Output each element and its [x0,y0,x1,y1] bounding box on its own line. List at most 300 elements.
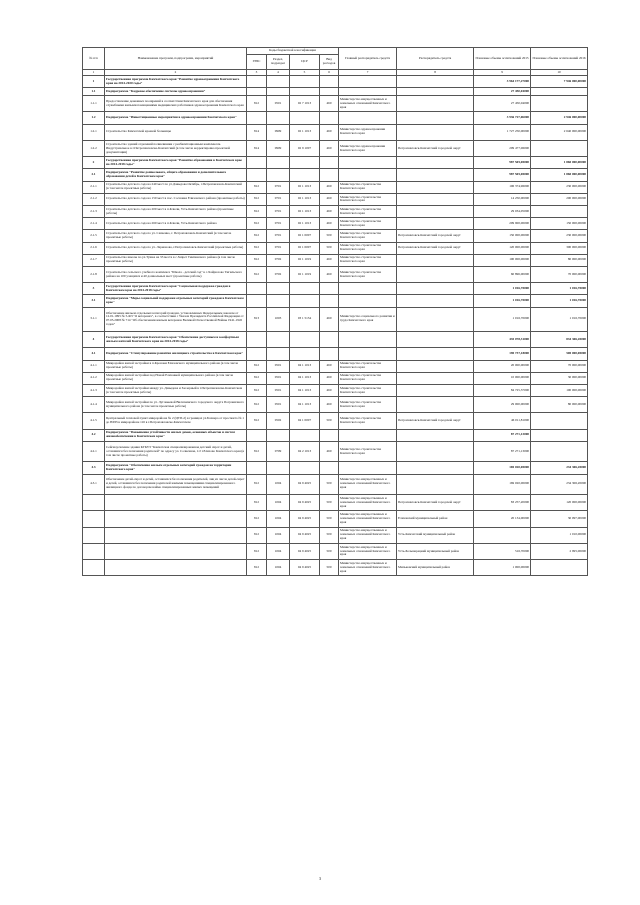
row-main-manager: Министерство строительства Камчатского края [339,372,397,384]
header-2016: Плановые объемы ассигнований 2016 [531,48,588,70]
row-grbs [247,332,267,348]
row-amount-2015: 209 477,06000 [474,140,531,156]
row-grbs [247,295,267,307]
row-num: 2.1.3 [83,206,105,218]
row-csr: 02 9 1007 [290,140,320,156]
row-grbs: 812 [247,474,267,494]
row-main-manager: Министерство имущественных и земельных отношений Камчатского края [339,96,397,112]
row-recipient [397,218,474,230]
row-recipient: Мильковский муниципальный район [397,560,474,576]
row-amount-2016 [531,88,588,96]
row-main-manager: Министерство строительства Камчатского края [339,242,397,254]
table-row [83,218,588,230]
row-num: 4.1.3 [83,384,105,396]
row-csr: 02 7 1013 [290,96,320,112]
row-num: 2.1.4 [83,218,105,230]
row-amount-2015: 20 134,00000 [474,511,531,527]
row-main-manager [339,169,397,181]
row-num: 1.1 [83,88,105,96]
row-csr [290,157,320,169]
row-num: 2.1.2 [83,193,105,205]
row-csr: 03 1 5134 [290,307,320,332]
row-csr: 04 1 1013 [290,397,320,413]
row-num: 1.1.1 [83,96,105,112]
row-amount-2016 [531,441,588,461]
row-num: 2.1.1 [83,181,105,193]
row-vr [320,348,339,360]
row-razdel: 0701 [267,181,290,193]
header-codes-group: Коды бюджетной классификации [247,48,339,55]
row-recipient [397,96,474,112]
table-row [83,413,588,429]
row-vr [320,75,339,87]
row-amount-2015: 169 020,00000 [474,474,531,494]
row-grbs: 812 [247,360,267,372]
row-amount-2016: 1 860 000,00000 [531,169,588,181]
row-vr [320,462,339,474]
row-num: 3 [83,283,105,295]
row-amount-2016: 30 000,00000 [531,372,588,384]
section-row [83,283,588,295]
row-name: Подпрограмма "Кадровое обеспечение системы здравоохранения" [105,88,247,96]
row-vr: 500 [320,230,339,242]
row-recipient: Петропавловск-Камчатский городской округ [397,140,474,156]
row-razdel: 0502 [267,413,290,429]
row-main-manager: Министерство социального развития и труда Камчатского края [339,307,397,332]
section-row [83,348,588,360]
row-num [83,527,105,543]
row-csr: 02 1 1013 [290,218,320,230]
row-main-manager [339,88,397,96]
row-razdel [267,295,290,307]
row-num: 4.2.1 [83,441,105,461]
row-amount-2015: 1 727 250,00000 [474,124,531,140]
section-row [83,88,588,96]
row-csr: 04 9 4025 [290,474,320,494]
row-recipient [397,157,474,169]
row-num [83,543,105,559]
column-index-cell: 8 [397,70,474,76]
row-main-manager: Министерство строительства Камчатского края [339,193,397,205]
row-csr [290,295,320,307]
row-csr [290,429,320,441]
row-grbs [247,157,267,169]
row-name [105,494,247,510]
row-amount-2015: 209 900,00000 [474,218,531,230]
row-grbs [247,462,267,474]
row-vr [320,295,339,307]
row-recipient: Петропавловск-Камчатский городской округ [397,230,474,242]
table-row [83,96,588,112]
row-amount-2015: 435 078,31000 [474,332,531,348]
row-amount-2016: 1 016,70000 [531,283,588,295]
table-row [83,181,588,193]
row-amount-2016: 120 000,00000 [531,494,588,510]
row-amount-2015: 987 505,00000 [474,157,531,169]
row-recipient [397,75,474,87]
row-amount-2015: 14 250,00000 [474,193,531,205]
row-amount-2015: 3 964 177,27000 [474,75,531,87]
row-razdel: 1003 [267,307,290,332]
row-main-manager [339,462,397,474]
section-row [83,157,588,169]
row-vr [320,332,339,348]
row-razdel: 0501 [267,372,290,384]
row-vr: 460 [320,397,339,413]
row-grbs [247,169,267,181]
row-recipient [397,112,474,124]
row-recipient [397,462,474,474]
row-grbs: 812 [247,372,267,384]
row-grbs: 812 [247,242,267,254]
column-index-cell: 6 [320,70,339,76]
row-amount-2015: 120 000,00000 [474,242,531,254]
row-razdel: 0702 [267,254,290,266]
table-row [83,397,588,413]
row-recipient [397,372,474,384]
row-razdel [267,429,290,441]
row-name: Подпрограмма "Развитие дошкольного, общего образования и дополнительного образования детей в Камчатском крае" [105,169,247,181]
row-main-manager [339,157,397,169]
row-main-manager: Министерство имущественных и земельных отношений Камчатского края [339,511,397,527]
table-row [83,384,588,396]
row-amount-2015: 27 450,04000 [474,96,531,112]
row-amount-2015: 987 505,00000 [474,169,531,181]
header-grbs: ГРБС [247,55,267,70]
row-amount-2015: 84 725,37000 [474,384,531,396]
row-vr [320,169,339,181]
row-razdel: 0701 [267,242,290,254]
row-razdel: 0701 [267,206,290,218]
row-name: Строительство школы по ул.Тушка на 33 места в с.Запрет Тимпанского района (в том числе проектные работы) [105,254,247,266]
row-csr: 02 1 1013 [290,193,320,205]
row-amount-2015: 10 000,00000 [474,372,531,384]
row-csr: 02 1 1013 [290,206,320,218]
table-row [83,193,588,205]
column-index-cell: 3 [247,70,267,76]
row-name: Подпрограмма "Стимулирование развития жилищного строительства в Камчатском крае" [105,348,247,360]
column-index-cell: 10 [531,70,588,76]
row-name: Подпрограмма "Обеспечение жильем отдельных категорий граждан на территории Камчатского края" [105,462,247,474]
row-amount-2016: 1 860 000,00000 [531,157,588,169]
row-razdel: 0709 [267,441,290,461]
row-vr: 460 [320,218,339,230]
row-name: Подпрограмма "Инвестиционные мероприятия в здравоохранении Камчатского края" [105,112,247,124]
row-main-manager: Министерство имущественных и земельных отношений Камчатского края [339,560,397,576]
row-num: 2.1.6 [83,242,105,254]
row-amount-2015: 169 020,00000 [474,462,531,474]
row-vr: 500 [320,242,339,254]
header-main-manager: Главный распорядитель средств [339,48,397,70]
row-amount-2016: 7 946 000,00000 [531,75,588,87]
row-recipient: Петропавловск-Камчатский городской округ [397,494,474,510]
row-amount-2016: 834 306,20000 [531,332,588,348]
row-grbs: 812 [247,206,267,218]
row-main-manager: Министерство строительства Камчатского края [339,397,397,413]
column-index-cell: 9 [474,70,531,76]
column-index-cell: 2 [105,70,247,76]
row-csr: 04 2 1013 [290,441,320,461]
row-grbs: 813 [247,307,267,332]
row-amount-2016: 30 097,00000 [531,511,588,527]
row-num: 2.1.8 [83,266,105,282]
row-vr: 460 [320,266,339,282]
row-amount-2015: 20 000,00000 [474,360,531,372]
row-amount-2015: 100 000,00000 [474,254,531,266]
row-name: Обеспечение детей-сирот и детей, оставшихся без попечения родителей, лиц из числа детей-сирот и детей, оставшихся без попечения родителей жилыми помещениями специализированного жилищного фонда по договорам найма специализированных жилых помещений [105,474,247,494]
row-recipient [397,441,474,461]
row-vr: 460 [320,181,339,193]
row-vr: 500 [320,560,339,576]
row-main-manager: Министерство строительства Камчатского края [339,413,397,429]
row-main-manager: Министерство имущественных и земельных отношений Камчатского края [339,527,397,543]
row-vr: 500 [320,527,339,543]
row-razdel [267,169,290,181]
row-grbs: 814 [247,124,267,140]
row-num: 2.1 [83,169,105,181]
row-amount-2015: 29 000,00000 [474,397,531,413]
row-num: 1.2 [83,112,105,124]
row-grbs: 812 [247,384,267,396]
column-index-cell: 7 [339,70,397,76]
row-name: Микрорайон жилой застройки между ул. Давыдова и Заозерный в г.Петропавловске-Камчатском (в том числе проектные работы) [105,384,247,396]
row-grbs: 812 [247,230,267,242]
row-razdel [267,75,290,87]
row-razdel: 1004 [267,543,290,559]
section-row [83,112,588,124]
row-main-manager: Министерство здравоохранения Камчатского края [339,124,397,140]
row-grbs [247,75,267,87]
row-name: Подпрограмма "Повышение устойчивости жилых домов, основных объектов и систем жизнеобеспечения в Камчатском крае" [105,429,247,441]
row-main-manager [339,283,397,295]
row-name: Строительство детского сада на 150 мест в пос. Сосновка Елизовского района (проектные работы) [105,193,247,205]
row-amount-2015: 87 271,13000 [474,429,531,441]
row-num [83,511,105,527]
row-recipient [397,397,474,413]
row-main-manager: Министерство строительства Камчатского края [339,266,397,282]
row-amount-2016: 230 000,00000 [531,230,588,242]
row-amount-2015: 1 016,70000 [474,295,531,307]
row-csr [290,283,320,295]
table-row [83,140,588,156]
row-name: Микрорайон жилой застройки по ул. Луговыевой Вилючинского городского округа Пограничного муниципального района (в том числе проектные работы) [105,397,247,413]
row-amount-2015: 87 271,13000 [474,441,531,461]
row-razdel: 1004 [267,560,290,576]
row-vr [320,157,339,169]
table-row [83,560,588,576]
table-row [83,266,588,282]
row-num: 4.1.5 [83,413,105,429]
column-index-cell: 1 [83,70,105,76]
row-recipient: Усть-Большерецкий муниципальный район [397,543,474,559]
row-amount-2015: 46 011,81000 [474,413,531,429]
row-grbs: 812 [247,96,267,112]
page-number: 3 [319,876,321,881]
row-recipient [397,206,474,218]
row-razdel [267,348,290,360]
row-main-manager [339,75,397,87]
row-recipient [397,474,474,494]
row-razdel [267,332,290,348]
row-recipient [397,88,474,96]
row-grbs: 812 [247,413,267,429]
column-index-cell: 5 [290,70,320,76]
row-vr: 500 [320,494,339,510]
row-vr [320,88,339,96]
row-num: 4 [83,332,105,348]
table-row [83,474,588,494]
table-row [83,441,588,461]
header-2015: Плановые объемы ассигнований 2015 [474,48,531,70]
row-num: 1 [83,75,105,87]
row-amount-2015: 3 936 727,06000 [474,112,531,124]
table-row [83,124,588,140]
row-name [105,511,247,527]
section-row [83,332,588,348]
row-amount-2016 [531,429,588,441]
row-grbs: 812 [247,397,267,413]
row-main-manager: Министерство строительства Камчатского края [339,384,397,396]
row-csr [290,75,320,87]
row-csr: 02 1 1019 [290,254,320,266]
row-amount-2015: 27 450,04000 [474,88,531,96]
table-row [83,206,588,218]
table-row [83,242,588,254]
row-main-manager: Министерство строительства Камчатского края [339,181,397,193]
row-grbs: 814 [247,140,267,156]
row-vr: 460 [320,360,339,372]
row-num: 1.2.1 [83,124,105,140]
row-vr: 460 [320,96,339,112]
row-name [105,560,247,576]
row-recipient [397,348,474,360]
table-row [83,360,588,372]
row-main-manager: Министерство строительства Камчатского края [339,218,397,230]
row-vr: 460 [320,254,339,266]
table-body [83,75,588,576]
row-main-manager: Министерство строительства Камчатского края [339,230,397,242]
row-main-manager: Министерство имущественных и земельных отношений Камчатского края [339,494,397,510]
row-name: Строительство детского сада на 260 мест в п.Ключи, Усть-Камчатского района [105,218,247,230]
header-csr: ЦСР [290,55,320,70]
row-recipient [397,193,474,205]
row-amount-2015: 516,70000 [474,543,531,559]
row-vr: 460 [320,384,339,396]
row-razdel [267,462,290,474]
row-recipient: Петропавловск-Камчатский городской округ [397,413,474,429]
row-recipient [397,254,474,266]
row-razdel: 1004 [267,527,290,543]
row-grbs: 812 [247,218,267,230]
row-amount-2016: 2 640 000,00000 [531,124,588,140]
row-recipient [397,169,474,181]
row-csr: 04 9 4025 [290,560,320,576]
header-name: Наименование программ, подпрограмм, мероприятий [105,48,247,70]
row-razdel [267,283,290,295]
row-name: Строительство детского сада по ул. Савченко, г. Петропавловск-Камчатский (в том числе проектные работы) [105,230,247,242]
table-row [83,230,588,242]
row-amount-2015: 190 737,18000 [474,348,531,360]
row-grbs [247,88,267,96]
row-amount-2016: 80 000,00000 [531,254,588,266]
row-vr: 460 [320,193,339,205]
row-grbs [247,429,267,441]
section-row [83,462,588,474]
row-razdel: 0701 [267,218,290,230]
row-amount-2015: 106 374,96000 [474,181,531,193]
row-amount-2016: 2 946 000,00000 [531,112,588,124]
row-amount-2015: 60 896,00000 [474,266,531,282]
row-amount-2015: 1 016,70000 [474,283,531,295]
table-row [83,543,588,559]
row-amount-2015: 1 016,70000 [474,307,531,332]
row-num: 4.3 [83,462,105,474]
row-csr: 04 1 1013 [290,360,320,372]
row-num [83,560,105,576]
row-csr: 04 1 1013 [290,372,320,384]
row-grbs: 812 [247,193,267,205]
row-recipient [397,307,474,332]
row-num: 4.1.1 [83,360,105,372]
row-razdel: 1004 [267,494,290,510]
row-num: 3.1.1 [83,307,105,332]
row-amount-2016: 2 995,00000 [531,543,588,559]
row-name: Микрорайон жилой застройки в п.Кроноки Елизовского муниципального района (в том числе проектные работы) [105,360,247,372]
row-csr [290,462,320,474]
row-grbs: 812 [247,494,267,510]
row-num: 4.1 [83,348,105,360]
row-csr [290,348,320,360]
header-vr: Вид расходов [320,55,339,70]
row-num: 4.1.2 [83,372,105,384]
table-row [83,307,588,332]
row-amount-2015 [474,527,531,543]
row-recipient [397,384,474,396]
row-recipient [397,429,474,441]
row-main-manager: Министерство здравоохранения Камчатского края [339,140,397,156]
row-amount-2016: 200 000,00000 [531,193,588,205]
row-amount-2016 [531,140,588,156]
row-name [105,543,247,559]
row-razdel: 0701 [267,230,290,242]
row-num: 2.1.5 [83,230,105,242]
row-name: Строительство зданий отделений поликлиники с реабилитационным комплексом. Индустриальное в г.Петропавловске-Камчатский (в том числе корректировка проектной документации) [105,140,247,156]
row-num: 4.1.4 [83,397,105,413]
row-name: Государственная программа Камчатского края "Обеспечение доступным и комфортным жильем жителей Камчатского края на 2014-2018 годы" [105,332,247,348]
row-recipient [397,332,474,348]
row-name: Подпрограмма "Меры социальной поддержки отдельных категорий граждан в Камчатском крае" [105,295,247,307]
row-razdel: 0501 [267,96,290,112]
row-grbs: 812 [247,543,267,559]
row-vr: 460 [320,441,339,461]
row-csr: 04 9 4025 [290,511,320,527]
row-razdel: 0702 [267,266,290,282]
row-amount-2016: 70 000,00000 [531,360,588,372]
row-main-manager [339,332,397,348]
row-amount-2015: 1 000,00000 [474,560,531,576]
table-row [83,372,588,384]
row-amount-2016: 234 306,20000 [531,462,588,474]
row-name: Государственная программа Камчатского края "Социальная поддержка граждан в Камчатском крае на 2014-2018 годы" [105,283,247,295]
row-razdel: 0701 [267,193,290,205]
row-recipient: Петропавловск-Камчатский городской округ [397,242,474,254]
row-name: Государственная программа Камчатского края "Развитие здравоохранения Камчатского края на 2014-2020 годы" [105,75,247,87]
row-vr: 460 [320,140,339,156]
row-csr: 02 1 1013 [290,124,320,140]
row-amount-2016: 1 016,70000 [531,307,588,332]
row-amount-2015: 29 034,05000 [474,206,531,218]
row-vr: 500 [320,413,339,429]
